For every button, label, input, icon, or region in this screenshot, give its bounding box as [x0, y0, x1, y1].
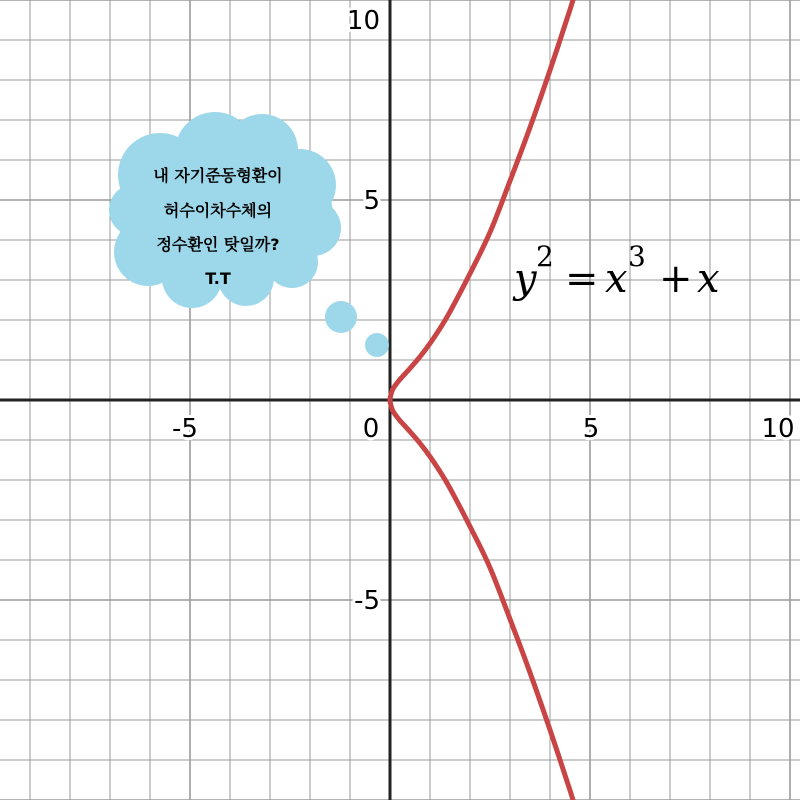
tick-labels — [172, 6, 795, 616]
thought-bubble-dot — [325, 301, 357, 333]
y-tick-label: 10 — [346, 6, 380, 36]
equation-equals: = — [565, 256, 599, 302]
equation-exponent-2: 2 — [536, 240, 554, 273]
x-tick-label: -5 — [172, 414, 198, 444]
equation-exponent-3: 3 — [628, 240, 646, 273]
thought-bubble-dot — [365, 333, 389, 357]
x-tick-label: 0 — [362, 414, 380, 444]
thought-bubble-line: T.T — [205, 269, 231, 288]
equation-label — [512, 240, 720, 302]
x-tick-label: 10 — [761, 414, 795, 444]
thought-bubble-line: 정수환인 탓일까? — [156, 235, 280, 254]
equation-x: x — [697, 256, 720, 302]
thought-bubble-line: 내 자기준동형환이 — [153, 166, 283, 185]
equation-x: x — [605, 256, 628, 302]
equation-plus: + — [659, 256, 693, 302]
equation-y: y — [514, 256, 537, 302]
y-tick-label: 5 — [363, 186, 380, 216]
x-tick-label: 5 — [582, 414, 600, 444]
y-tick-label: -5 — [354, 586, 380, 616]
thought-bubble-line: 허수이차수체의 — [163, 201, 273, 220]
